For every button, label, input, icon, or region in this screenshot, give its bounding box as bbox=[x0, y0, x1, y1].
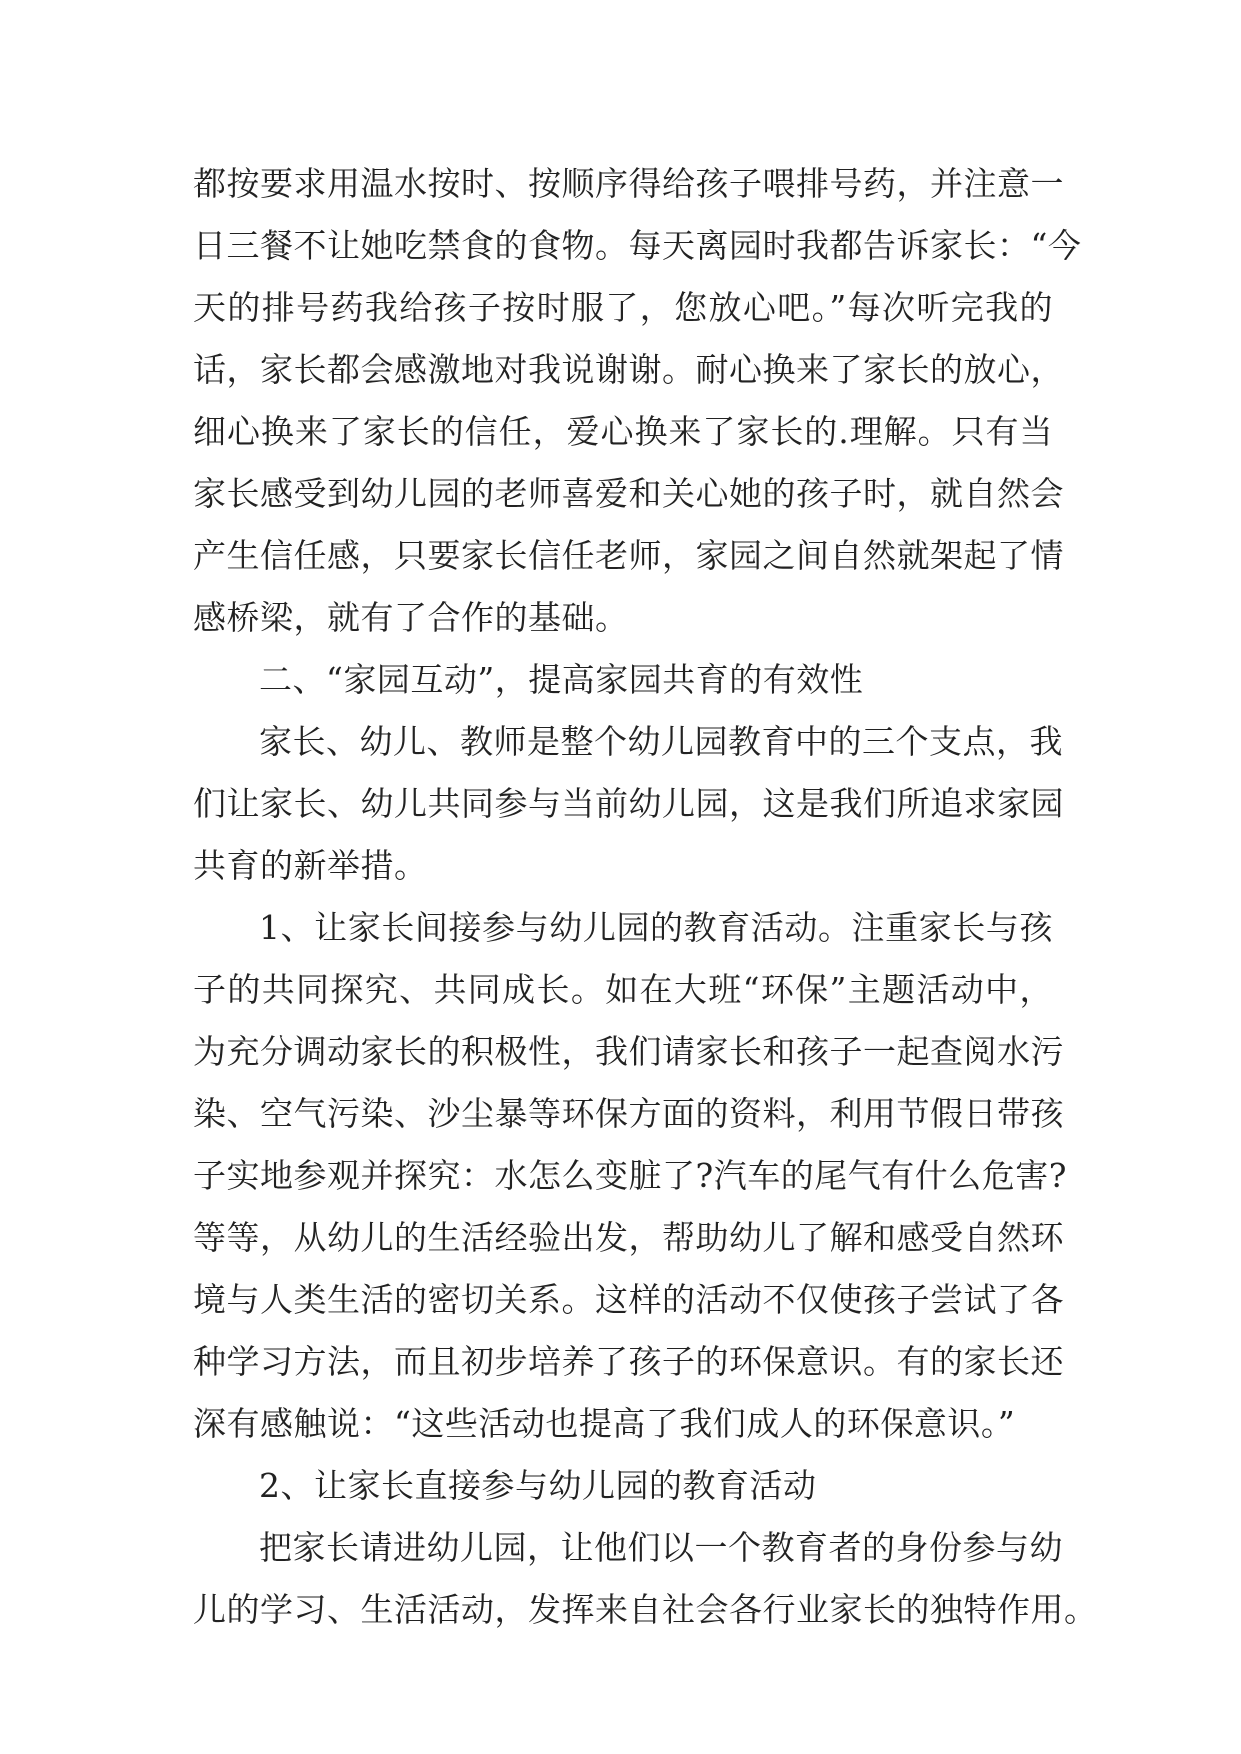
body-text bbox=[193, 153, 1098, 1641]
text-line: 染、空气污染、沙尘暴等环保方面的资料，利用节假日带孩 bbox=[193, 1094, 1064, 1133]
text-line: 子的共同探究、共同成长。如在大班“环保”主题活动中， bbox=[193, 970, 1053, 1009]
paragraph-start-line: 把家长请进幼儿园，让他们以一个教育者的身份参与幼 bbox=[259, 1528, 1063, 1567]
paragraph-start-line: 家长、幼儿、教师是整个幼儿园教育中的三个支点，我 bbox=[259, 722, 1063, 761]
text-line: 都按要求用温水按时、按顺序得给孩子喂排号药，并注意一 bbox=[193, 164, 1064, 203]
paragraph-start-line: 1、让家长间接参与幼儿园的教育活动。注重家长与孩 bbox=[259, 908, 1053, 947]
section-heading: 二、“家园互动”，提高家园共育的有效性 bbox=[259, 660, 864, 699]
text-line: 种学习方法，而且初步培养了孩子的环保意识。有的家长还 bbox=[193, 1342, 1064, 1381]
text-line: 话，家长都会感激地对我说谢谢。耐心换来了家长的放心， bbox=[193, 350, 1064, 389]
text-line: 细心换来了家长的信任，爱心换来了家长的.理解。只有当 bbox=[193, 412, 1053, 451]
text-line: 等等，从幼儿的生活经验出发，帮助幼儿了解和感受自然环 bbox=[193, 1218, 1064, 1257]
text-line: 感桥梁，就有了合作的基础。 bbox=[193, 598, 629, 637]
text-line: 家长感受到幼儿园的老师喜爱和关心她的孩子时，就自然会 bbox=[193, 474, 1064, 513]
text-line: 产生信任感，只要家长信任老师，家园之间自然就架起了情 bbox=[193, 536, 1064, 575]
text-line: 共育的新举措。 bbox=[193, 846, 428, 885]
text-line: 日三餐不让她吃禁食的食物。每天离园时我都告诉家长：“今 bbox=[193, 226, 1082, 265]
text-line: 境与人类生活的密切关系。这样的活动不仅使孩子尝试了各 bbox=[193, 1280, 1064, 1319]
text-line: 子实地参观并探究：水怎么变脏了?汽车的尾气有什么危害? bbox=[193, 1156, 1067, 1195]
text-line: 天的排号药我给孩子按时服了，您放心吧。”每次听完我的 bbox=[193, 288, 1053, 327]
text-line: 为充分调动家长的积极性，我们请家长和孩子一起查阅水污 bbox=[193, 1032, 1064, 1071]
text-line: 们让家长、幼儿共同参与当前幼儿园，这是我们所追求家园 bbox=[193, 784, 1064, 823]
text-line: 深有感触说：“这些活动也提高了我们成人的环保意识。” bbox=[193, 1404, 1016, 1443]
text-line: 儿的学习、生活活动，发挥来自社会各行业家长的独特作用。 bbox=[193, 1590, 1098, 1629]
subsection-heading: 2、让家长直接参与幼儿园的教育活动 bbox=[259, 1466, 817, 1505]
